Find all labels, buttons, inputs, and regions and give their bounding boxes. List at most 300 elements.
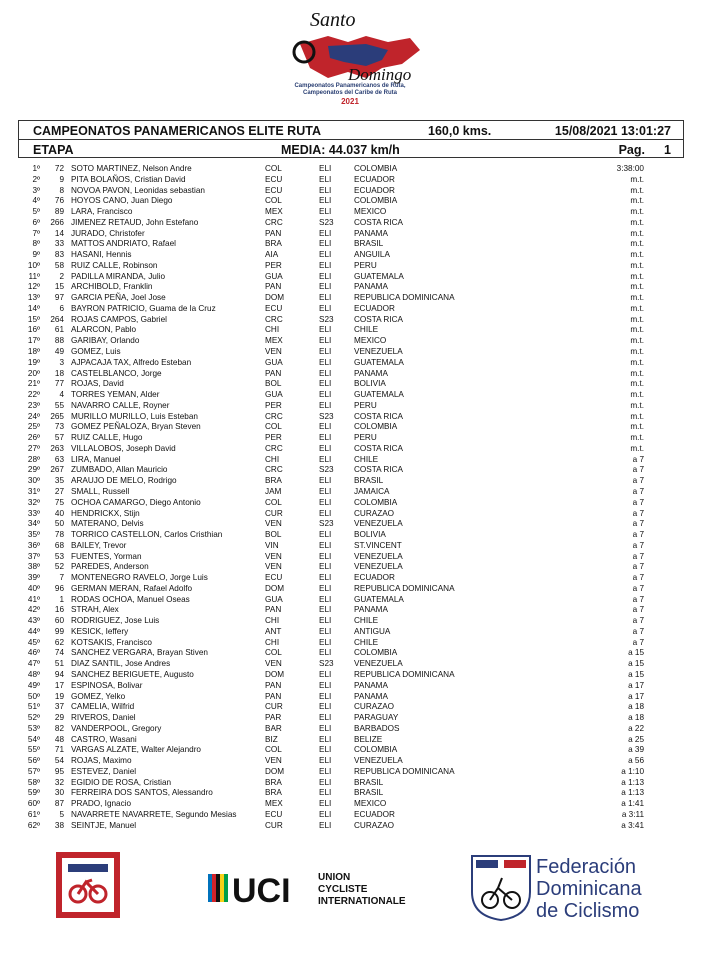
result-rider-name: MATTOS ANDRIATO, Rafael (71, 239, 176, 249)
result-bib: 83 (54, 250, 64, 260)
result-rider-name: GERMAN MERAN, Rafael Adolfo (71, 583, 193, 593)
result-country: REPUBLICA DOMINICANA (354, 583, 455, 593)
result-rider-name: PAREDES, Anderson (71, 562, 149, 572)
result-category: S23 (319, 314, 334, 324)
result-category: ELI (319, 196, 332, 206)
result-rider-name: KOTSAKIS, Francisco (71, 637, 152, 647)
result-category: S23 (319, 217, 334, 227)
result-row (18, 487, 684, 498)
result-nation-code: COL (265, 196, 282, 206)
result-country: BRASIL (354, 476, 384, 486)
result-country: BRASIL (354, 777, 384, 787)
result-country: ECUADOR (354, 809, 395, 819)
result-rider-name: STRAH, Alex (71, 605, 119, 615)
result-time: 3:38:00 (616, 164, 644, 173)
result-position: 55º (27, 745, 40, 755)
result-time: a 15 (628, 659, 644, 669)
result-rider-name: SMALL, Russell (71, 486, 130, 496)
result-country: JAMAICA (354, 486, 390, 496)
result-bib: 89 (54, 207, 64, 217)
result-category: ELI (319, 303, 332, 313)
result-row (18, 638, 684, 649)
result-rider-name: EGIDIO DE ROSA, Cristian (71, 777, 172, 787)
result-rider-name: GARCIA PEÑA, Joel Jose (71, 293, 166, 303)
result-row (18, 541, 684, 552)
result-category: ELI (319, 207, 332, 217)
result-category: ELI (319, 433, 332, 443)
result-time: m.t. (630, 271, 644, 281)
result-position: 39º (27, 573, 40, 583)
result-rider-name: JIMENEZ RETAUD, John Estefano (71, 217, 199, 227)
result-nation-code: COL (265, 648, 282, 658)
result-rider-name: PRADO, Ignacio (71, 799, 132, 809)
result-row (18, 692, 684, 703)
result-category: ELI (319, 497, 332, 507)
page-label: Pag. (618, 143, 645, 157)
result-category: ELI (319, 336, 332, 346)
results-header (18, 120, 684, 158)
result-position: 48º (27, 669, 40, 679)
result-nation-code: DOM (265, 293, 285, 303)
result-category: ELI (319, 357, 332, 367)
result-time: m.t. (630, 336, 644, 346)
result-rider-name: NAVARRETE NAVARRETE, Segundo Mesias (71, 809, 237, 819)
result-rider-name: FERREIRA DOS SANTOS, Alessandro (71, 788, 213, 798)
result-country: GUATEMALA (354, 271, 404, 281)
result-category: S23 (319, 465, 334, 475)
result-time: m.t. (630, 422, 644, 432)
result-nation-code: CRC (265, 465, 283, 475)
result-time: a 56 (628, 756, 644, 766)
result-bib: 32 (54, 777, 64, 787)
result-nation-code: CRC (265, 411, 283, 421)
result-country: VENEZUELA (354, 562, 403, 572)
result-time: a 17 (628, 680, 644, 690)
result-country: ECUADOR (354, 573, 395, 583)
result-time: m.t. (630, 379, 644, 389)
result-nation-code: VEN (265, 519, 282, 529)
result-rider-name: GOMEZ, Luis (71, 347, 121, 357)
result-position: 5º (32, 207, 40, 217)
result-nation-code: BRA (265, 788, 282, 798)
result-country: PANAMA (354, 680, 388, 690)
result-rider-name: BAILEY, Trevor (71, 540, 127, 550)
result-time: m.t. (630, 443, 644, 453)
result-row (18, 821, 684, 832)
result-row (18, 282, 684, 293)
result-position: 3º (32, 185, 40, 195)
result-row (18, 369, 684, 380)
result-nation-code: CRC (265, 443, 283, 453)
result-row (18, 788, 684, 799)
result-position: 2º (32, 174, 40, 184)
result-bib: 95 (54, 766, 64, 776)
result-category: ELI (319, 174, 332, 184)
result-time: a 7 (632, 508, 644, 518)
result-bib: 82 (54, 723, 64, 733)
result-category: ELI (319, 551, 332, 561)
result-position: 7º (32, 228, 40, 238)
result-time: a 18 (628, 702, 644, 712)
result-time: a 39 (628, 745, 644, 755)
result-bib: 30 (54, 788, 64, 798)
result-row (18, 519, 684, 530)
result-position: 28º (27, 454, 40, 464)
result-country: BOLIVIA (354, 379, 386, 389)
result-nation-code: PAR (265, 713, 282, 723)
result-nation-code: COL (265, 497, 282, 507)
result-time: a 7 (632, 605, 644, 615)
result-position: 42º (27, 605, 40, 615)
result-bib: 50 (54, 519, 64, 529)
result-nation-code: MEX (265, 207, 283, 217)
result-time: m.t. (630, 217, 644, 227)
result-time: a 15 (628, 648, 644, 658)
result-row (18, 810, 684, 821)
result-bib: 18 (54, 368, 64, 378)
result-row (18, 702, 684, 713)
result-rider-name: LARA, Francisco (71, 207, 133, 217)
result-rider-name: ARCHIBOLD, Franklin (71, 282, 153, 292)
result-rider-name: MURILLO MURILLO, Luis Esteban (71, 411, 198, 421)
result-country: PANAMA (354, 368, 388, 378)
result-rider-name: PADILLA MIRANDA, Julio (71, 271, 166, 281)
result-time: a 7 (632, 573, 644, 583)
race-title: CAMPEONATOS PANAMERICANOS ELITE RUTA (33, 124, 321, 138)
result-country: CHILE (354, 454, 379, 464)
result-category: ELI (319, 637, 332, 647)
result-bib: 68 (54, 540, 64, 550)
result-bib: 71 (54, 745, 64, 755)
result-country: BARBADOS (354, 723, 400, 733)
result-row (18, 325, 684, 336)
result-position: 6º (32, 217, 40, 227)
result-bib: 53 (54, 551, 64, 561)
result-category: ELI (319, 250, 332, 260)
result-position: 50º (27, 691, 40, 701)
result-position: 23º (27, 400, 40, 410)
result-category: ELI (319, 379, 332, 389)
result-nation-code: BRA (265, 777, 282, 787)
result-bib: 62 (54, 637, 64, 647)
result-rider-name: HASANI, Hennis (71, 250, 132, 260)
result-category: ELI (319, 626, 332, 636)
result-time: m.t. (630, 293, 644, 303)
result-position: 60º (27, 799, 40, 809)
result-position: 16º (27, 325, 40, 335)
result-category: ELI (319, 680, 332, 690)
result-bib: 76 (54, 196, 64, 206)
result-time: a 7 (632, 519, 644, 529)
result-rider-name: VANDERPOOL, Gregory (71, 723, 162, 733)
result-nation-code: PER (265, 260, 282, 270)
result-category: ELI (319, 454, 332, 464)
result-row (18, 358, 684, 369)
result-nation-code: CRC (265, 314, 283, 324)
result-bib: 73 (54, 422, 64, 432)
result-time: m.t. (630, 239, 644, 249)
result-position: 62º (27, 820, 40, 830)
result-time: m.t. (630, 250, 644, 260)
result-row (18, 401, 684, 412)
result-row (18, 455, 684, 466)
result-nation-code: GUA (265, 357, 283, 367)
result-time: m.t. (630, 282, 644, 292)
result-country: BRASIL (354, 239, 384, 249)
result-rider-name: RODRIGUEZ, Jose Luis (71, 616, 160, 626)
result-category: S23 (319, 411, 334, 421)
result-position: 13º (27, 293, 40, 303)
result-nation-code: VEN (265, 756, 282, 766)
result-bib: 16 (54, 605, 64, 615)
result-rider-name: CASTRO, Wasani (71, 734, 137, 744)
result-position: 51º (27, 702, 40, 712)
result-country: BELIZE (354, 734, 383, 744)
result-row (18, 735, 684, 746)
result-rider-name: FUENTES, Yorman (71, 551, 142, 561)
result-position: 52º (27, 713, 40, 723)
result-row (18, 433, 684, 444)
result-bib: 74 (54, 648, 64, 658)
result-time: a 1:41 (621, 799, 644, 809)
result-country: GUATEMALA (354, 357, 404, 367)
result-country: GUATEMALA (354, 594, 404, 604)
result-time: a 7 (632, 637, 644, 647)
header-divider (19, 139, 683, 140)
result-position: 14º (27, 303, 40, 313)
result-nation-code: BIZ (265, 734, 278, 744)
result-row (18, 422, 684, 433)
result-bib: 63 (54, 454, 64, 464)
result-position: 29º (27, 465, 40, 475)
result-country: VENEZUELA (354, 519, 403, 529)
result-category: ELI (319, 325, 332, 335)
result-nation-code: CHI (265, 616, 280, 626)
result-category: ELI (319, 756, 332, 766)
result-country: ANTIGUA (354, 626, 391, 636)
result-category: ELI (319, 788, 332, 798)
result-time: a 1:13 (621, 788, 644, 798)
result-country: CHILE (354, 637, 379, 647)
result-time: m.t. (630, 357, 644, 367)
result-time: m.t. (630, 325, 644, 335)
logo-subtitle-1: Campeonatos Panamericanos de Ruta, (294, 83, 406, 89)
result-time: m.t. (630, 433, 644, 443)
result-nation-code: COL (265, 164, 282, 173)
result-row (18, 562, 684, 573)
result-nation-code: BOL (265, 530, 282, 540)
result-position: 18º (27, 347, 40, 357)
result-category: S23 (319, 659, 334, 669)
result-row (18, 239, 684, 250)
result-position: 21º (27, 379, 40, 389)
result-bib: 264 (50, 314, 64, 324)
result-time: a 22 (628, 723, 644, 733)
result-bib: 1 (59, 594, 64, 604)
result-nation-code: CHI (265, 454, 280, 464)
result-bib: 19 (54, 691, 64, 701)
result-time: a 7 (632, 562, 644, 572)
result-nation-code: AIA (265, 250, 279, 260)
result-rider-name: SANCHEZ BERIGUETE, Augusto (71, 669, 194, 679)
result-row (18, 229, 684, 240)
result-country: REPUBLICA DOMINICANA (354, 669, 455, 679)
result-bib: 96 (54, 583, 64, 593)
result-position: 26º (27, 433, 40, 443)
result-time: m.t. (630, 207, 644, 217)
result-time: a 7 (632, 465, 644, 475)
race-datetime: 15/08/2021 13:01:27 (554, 124, 671, 138)
result-rider-name: MONTENEGRO RAVELO, Jorge Luis (71, 573, 208, 583)
result-rider-name: JURADO, Christofer (71, 228, 145, 238)
result-bib: 2 (59, 271, 64, 281)
result-row (18, 175, 684, 186)
result-category: ELI (319, 228, 332, 238)
result-rider-name: GARIBAY, Orlando (71, 336, 140, 346)
result-row (18, 336, 684, 347)
result-time: m.t. (630, 185, 644, 195)
result-nation-code: PAN (265, 680, 282, 690)
stage-label: ETAPA (33, 143, 74, 157)
result-position: 49º (27, 680, 40, 690)
result-nation-code: JAM (265, 486, 282, 496)
page-number: 1 (664, 143, 671, 157)
result-bib: 29 (54, 713, 64, 723)
result-row (18, 315, 684, 326)
result-country: PERU (354, 433, 377, 443)
result-row (18, 347, 684, 358)
confederacion-panamericana-logo (56, 852, 120, 918)
result-row (18, 444, 684, 455)
result-bib: 94 (54, 669, 64, 679)
result-nation-code: CUR (265, 702, 283, 712)
result-position: 4º (32, 196, 40, 206)
result-country: ECUADOR (354, 185, 395, 195)
result-bib: 38 (54, 820, 64, 830)
result-row (18, 616, 684, 627)
result-category: ELI (319, 390, 332, 400)
result-time: a 7 (632, 476, 644, 486)
result-row (18, 799, 684, 810)
result-rider-name: LIRA, Manuel (71, 454, 121, 464)
logo-title-domingo: Domingo (348, 65, 412, 84)
result-position: 41º (27, 594, 40, 604)
result-nation-code: BOL (265, 379, 282, 389)
result-category: ELI (319, 271, 332, 281)
result-country: CHILE (354, 616, 379, 626)
result-rider-name: ESTEVEZ, Daniel (71, 766, 137, 776)
result-position: 45º (27, 637, 40, 647)
result-rider-name: CAMELIA, Wilfrid (71, 702, 135, 712)
result-rider-name: GOMEZ PEÑALOZA, Bryan Steven (71, 422, 201, 432)
result-row (18, 196, 684, 207)
result-country: VENEZUELA (354, 551, 403, 561)
result-row (18, 724, 684, 735)
result-country: CHILE (354, 325, 379, 335)
result-category: ELI (319, 185, 332, 195)
result-bib: 37 (54, 702, 64, 712)
result-position: 19º (27, 357, 40, 367)
result-country: PERU (354, 260, 377, 270)
result-country: COLOMBIA (354, 196, 398, 206)
result-country: BRASIL (354, 788, 384, 798)
result-position: 40º (27, 583, 40, 593)
result-time: a 7 (632, 616, 644, 626)
result-bib: 55 (54, 400, 64, 410)
result-category: ELI (319, 562, 332, 572)
result-time: a 7 (632, 530, 644, 540)
result-bib: 7 (59, 573, 64, 583)
result-category: ELI (319, 820, 332, 830)
result-country: COLOMBIA (354, 745, 398, 755)
result-position: 57º (27, 766, 40, 776)
result-nation-code: BRA (265, 476, 282, 486)
result-time: m.t. (630, 196, 644, 206)
result-bib: 51 (54, 659, 64, 669)
result-bib: 3 (59, 357, 64, 367)
result-category: ELI (319, 260, 332, 270)
result-nation-code: BRA (265, 239, 282, 249)
result-time: m.t. (630, 390, 644, 400)
result-row (18, 498, 684, 509)
result-country: COSTA RICA (354, 411, 403, 421)
result-rider-name: ROJAS, David (71, 379, 124, 389)
result-country: PANAMA (354, 691, 388, 701)
result-nation-code: ECU (265, 809, 283, 819)
result-bib: 87 (54, 799, 64, 809)
result-nation-code: VEN (265, 659, 282, 669)
result-bib: 5 (59, 809, 64, 819)
result-rider-name: RUIZ CALLE, Robinson (71, 260, 158, 270)
result-bib: 4 (59, 390, 64, 400)
result-category: ELI (319, 282, 332, 292)
result-category: ELI (319, 293, 332, 303)
result-position: 58º (27, 777, 40, 787)
result-row (18, 272, 684, 283)
result-row (18, 670, 684, 681)
result-row (18, 648, 684, 659)
result-category: ELI (319, 809, 332, 819)
result-rider-name: ARAUJO DE MELO, Rodrigo (71, 476, 177, 486)
result-bib: 17 (54, 680, 64, 690)
result-country: COLOMBIA (354, 164, 398, 173)
result-country: MEXICO (354, 799, 387, 809)
result-row (18, 186, 684, 197)
result-rider-name: BAYRON PATRICIO, Guama de la Cruz (71, 303, 216, 313)
result-bib: 48 (54, 734, 64, 744)
result-nation-code: GUA (265, 594, 283, 604)
result-bib: 9 (59, 174, 64, 184)
result-time: a 3:11 (621, 809, 644, 819)
result-rider-name: SANCHEZ VERGARA, Brayan Stiven (71, 648, 208, 658)
result-country: REPUBLICA DOMINICANA (354, 293, 455, 303)
result-time: m.t. (630, 228, 644, 238)
result-row (18, 659, 684, 670)
average-speed: MEDIA: 44.037 km/h (281, 143, 400, 157)
result-row (18, 250, 684, 261)
result-country: ST.VINCENT (354, 540, 402, 550)
result-row (18, 756, 684, 767)
result-country: PERU (354, 400, 377, 410)
result-row (18, 304, 684, 315)
result-row (18, 605, 684, 616)
result-row (18, 530, 684, 541)
result-category: ELI (319, 713, 332, 723)
result-position: 56º (27, 756, 40, 766)
result-row (18, 778, 684, 789)
svg-text:CYCLISTE: CYCLISTE (318, 884, 368, 895)
result-rider-name: TORRES YEMAN, Alder (71, 390, 160, 400)
